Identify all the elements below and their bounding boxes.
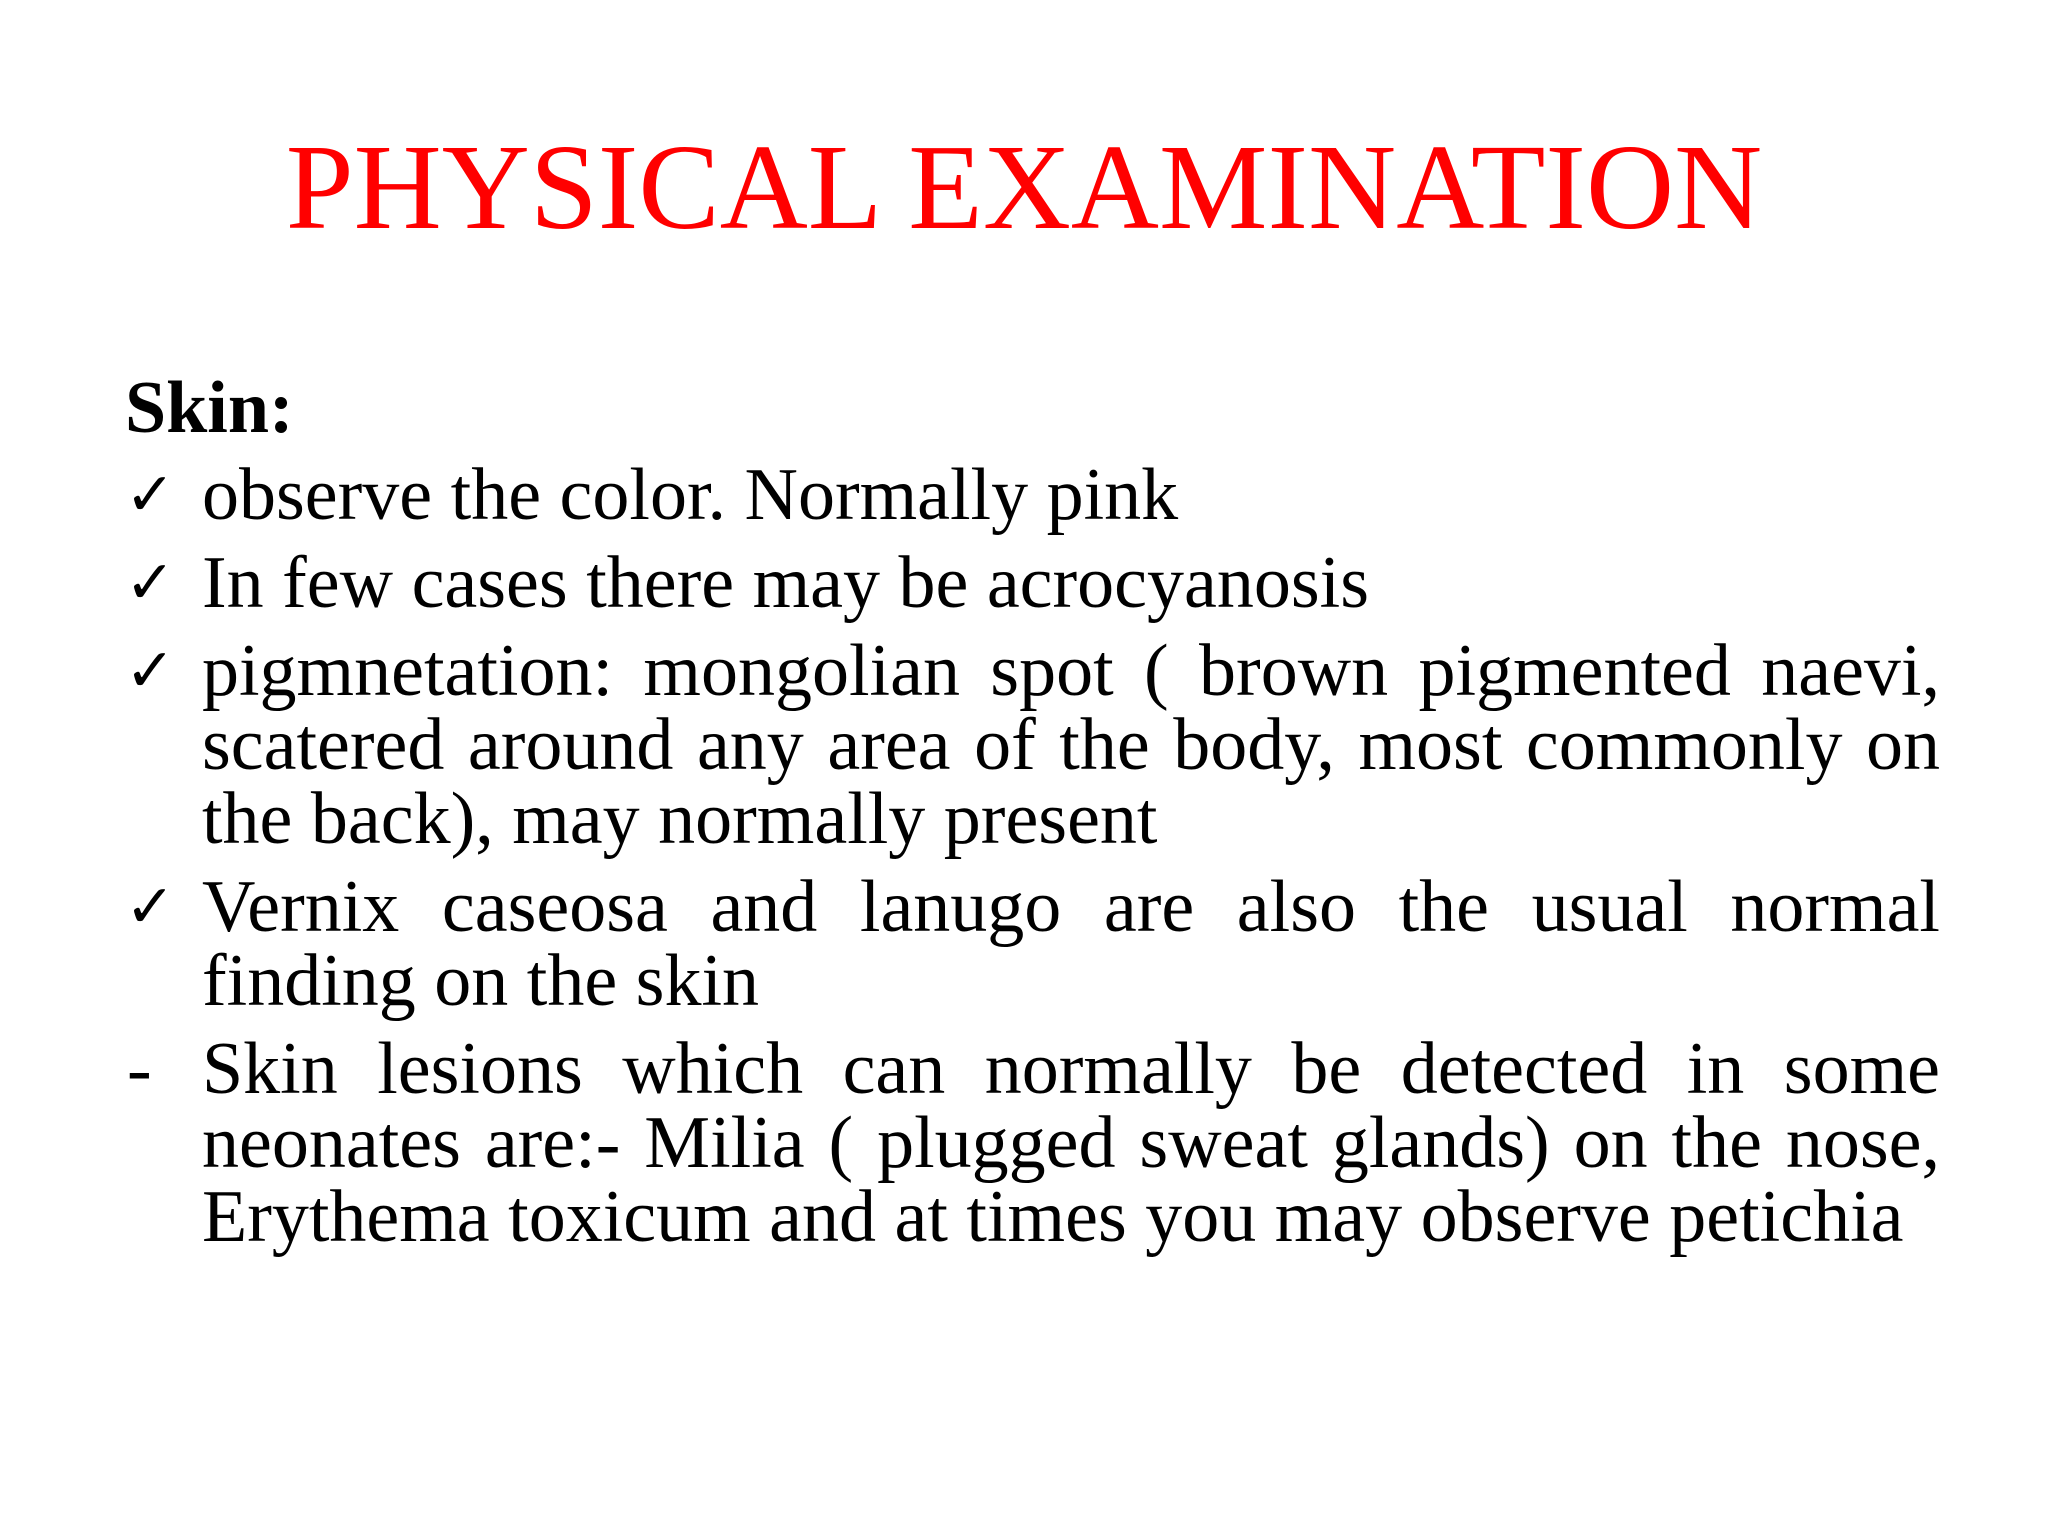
section-heading-skin: Skin:: [125, 367, 294, 449]
slide-content: [125, 368, 1940, 1268]
bullet-text: observe the color. Normally pink: [202, 454, 1179, 536]
checkmark-icon: ✓: [125, 636, 176, 706]
bullet-item-vernix: [125, 866, 1940, 1022]
checkmark-icon: ✓: [125, 460, 176, 530]
bullet-item-color: [125, 454, 1940, 536]
bullet-item-pigmentation: [125, 630, 1940, 860]
checkmark-icon: ✓: [125, 548, 176, 618]
bullet-text: Vernix caseosa and lanugo are also the usual normal finding on the skin: [202, 866, 1940, 1022]
bullet-list: [125, 454, 1940, 1258]
dash-bullet-icon: -: [127, 1028, 152, 1110]
bullet-item-acrocyanosis: [125, 542, 1940, 624]
bullet-item-skin-lesions: [125, 1028, 1940, 1258]
checkmark-icon: ✓: [125, 872, 176, 942]
bullet-text: Skin lesions which can normally be detected in some neonates are:- Milia ( plugged sweat glands) on the nose, Erythema toxicum and at times you may observe petichia: [202, 1028, 1940, 1258]
bullet-text: In few cases there may be acrocyanosis: [202, 542, 1370, 624]
slide-title: PHYSICAL EXAMINATION: [285, 120, 1763, 255]
bullet-text: pigmnetation: mongolian spot ( brown pigmented naevi, scatered around any area of the body, most commonly on the back), may normally present: [202, 630, 1940, 860]
